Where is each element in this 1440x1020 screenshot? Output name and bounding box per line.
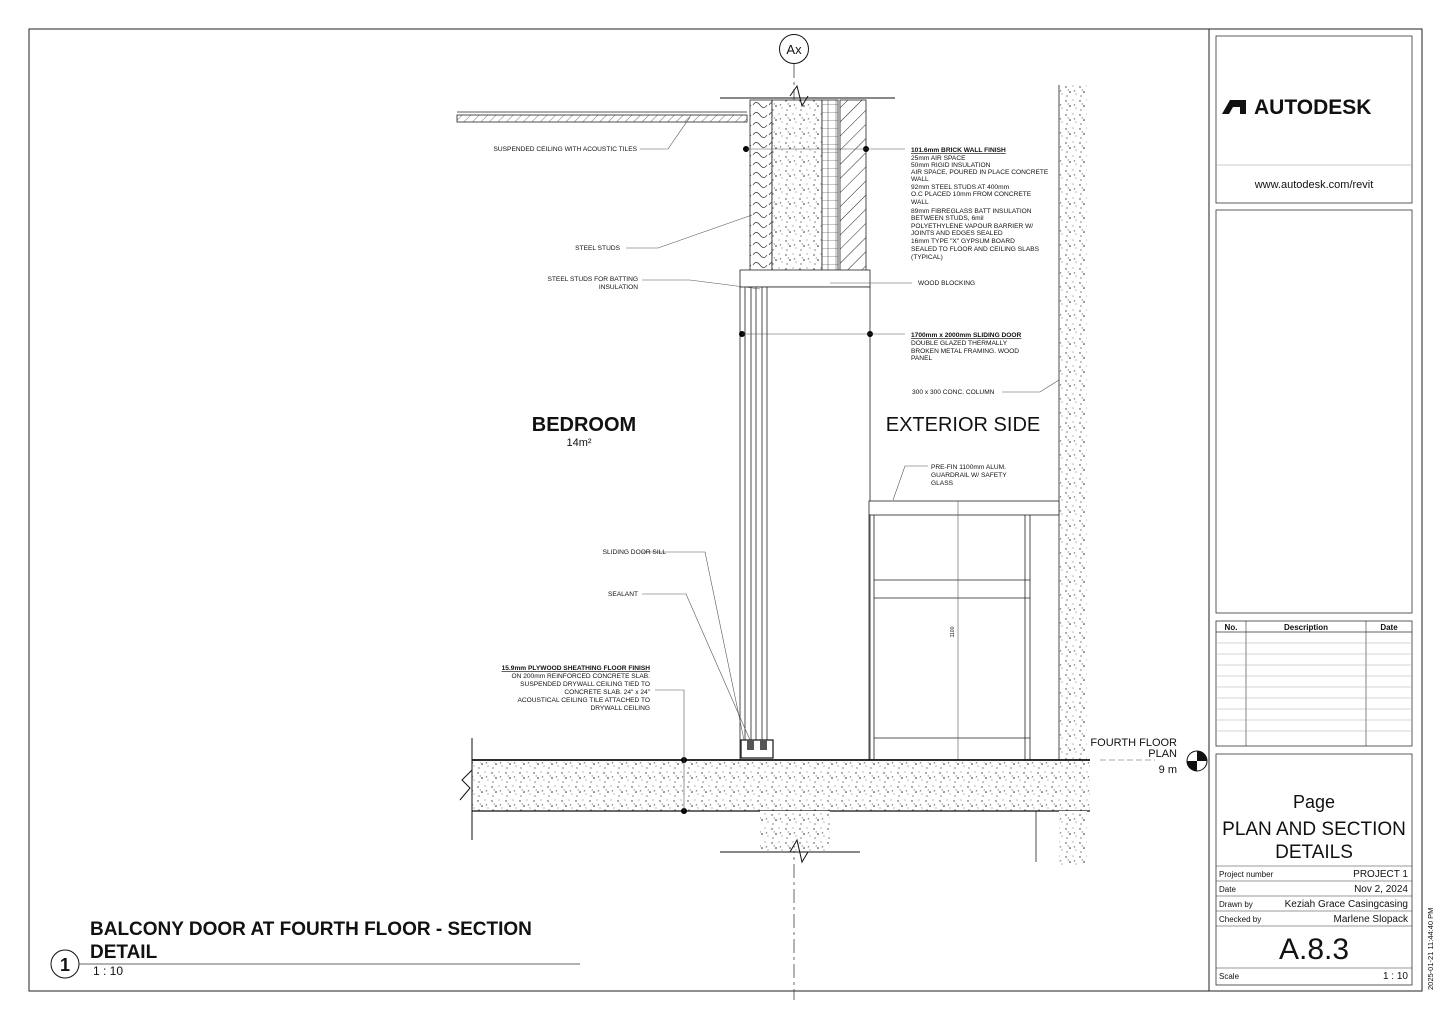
view-scale: 1 : 10 [93, 964, 124, 978]
note-brick-wall-line: 50mm RIGID INSULATION [911, 162, 991, 169]
view-title-line1: BALCONY DOOR AT FOURTH FLOOR - SECTION [90, 919, 532, 940]
level-name-line2: PLAN [1148, 748, 1177, 760]
note-floor-finish-line: ACOUSTICAL CEILING TILE ATTACHED TO [517, 697, 650, 704]
note-floor-finish [502, 665, 651, 712]
note-brick-wall-line: 92mm STEEL STUDS AT 400mm [911, 184, 1010, 191]
break-line-slab [460, 770, 472, 800]
room-name-bedroom: BEDROOM [531, 414, 637, 436]
note-brick-wall-line: 89mm FIBREGLASS BATT INSULATION [911, 208, 1032, 215]
sheet-name-line1: PLAN AND SECTION [1222, 819, 1406, 840]
concrete-column [1059, 85, 1087, 865]
sheet-border [29, 29, 1422, 991]
note-sliding-door-line: DOUBLE GLAZED THERMALLY [911, 340, 1008, 347]
note-floor-finish-line: CONCRETE SLAB. 24" x 24" [564, 689, 650, 696]
note-guardrail-line: GLASS [931, 480, 953, 487]
note-brick-wall [911, 147, 1049, 261]
field-value-project-number: PROJECT 1 [1353, 869, 1408, 880]
rev-header-no: No. [1224, 623, 1238, 632]
note-brick-wall-line: BETWEEN STUDS, 6mil [911, 215, 984, 222]
note-brick-wall-line: AIR SPACE, POURED IN PLACE CONCRETE [911, 169, 1049, 176]
view-title-line2: DETAIL [90, 942, 158, 963]
note-suspended-ceiling: SUSPENDED CEILING WITH ACOUSTIC TILES [493, 146, 637, 153]
field-value-drawn-by: Keziah Grace Casingcasing [1284, 899, 1408, 910]
note-brick-wall-line: POLYETHYLENE VAPOUR BARRIER W/ [911, 223, 1034, 230]
note-floor-finish-title: 15.9mm PLYWOOD SHEATHING FLOOR FINISH [501, 665, 650, 672]
view-title [51, 919, 580, 978]
note-brick-wall-line: WALL [911, 176, 929, 183]
revision-table [1216, 621, 1412, 746]
view-number: 1 [59, 955, 71, 975]
field-value-checked-by: Marlene Slopack [1333, 914, 1408, 925]
note-brick-wall-line: 16mm TYPE "X" GYPSUM BOARD [911, 238, 1015, 245]
gypsum-stud-layer [750, 100, 772, 285]
rigid-insulation [822, 100, 838, 285]
autodesk-logo-icon [1222, 100, 1246, 114]
field-label-date: Date [1219, 885, 1236, 894]
brick-finish [840, 100, 866, 285]
print-timestamp: 2025-01-21 11:44:40 PM [1426, 907, 1435, 990]
logo-panel [1216, 36, 1412, 203]
sliding-door [740, 287, 870, 760]
note-batting-studs-line2: INSULATION [598, 284, 638, 291]
note-floor-finish-line: DRYWALL CEILING [590, 705, 650, 712]
level-marker [1090, 737, 1207, 776]
note-sliding-door [911, 332, 1022, 362]
note-brick-wall-line: O.C PLACED 10mm FROM CONCRETE [911, 191, 1032, 198]
field-label-drawn-by: Drawn by [1219, 900, 1253, 909]
sheet-number: A.8.3 [1278, 933, 1350, 966]
grid-bubble-label: Ax [786, 42, 802, 57]
level-name: FOURTH FLOOR [1090, 737, 1177, 749]
note-brick-wall-line: WALL [911, 199, 929, 206]
concrete-wall [772, 100, 822, 285]
field-label-project-number: Project number [1219, 870, 1274, 879]
note-brick-wall-line: JOINTS AND EDGES SEALED [911, 230, 1003, 237]
note-sliding-door-line: BROKEN METAL FRAMING. WOOD [911, 348, 1020, 355]
door-sill [741, 740, 773, 758]
note-floor-finish-line: SUSPENDED DRYWALL CEILING TIED TO [520, 681, 650, 688]
wood-blocking [740, 270, 870, 287]
room-name-exterior: EXTERIOR SIDE [885, 414, 1041, 436]
titleblock [1216, 36, 1412, 985]
note-brick-wall-line: 25mm AIR SPACE [911, 155, 966, 162]
logo-text: AUTODESK [1254, 96, 1372, 119]
note-guardrail-line: PRE-FIN 1100mm ALUM. [931, 464, 1006, 471]
note-guardrail-line: GUARDRAIL W/ SAFETY [931, 472, 1007, 479]
sheet-name-line2: DETAILS [1275, 842, 1353, 863]
field-label-checked-by: Checked by [1219, 915, 1262, 924]
guardrail [869, 501, 1059, 760]
guardrail-dimension: 1100 [950, 626, 956, 638]
rev-header-description: Description [1283, 623, 1329, 632]
website-url: www.autodesk.com/revit [1254, 179, 1374, 191]
note-floor-finish-line: ON 200mm REINFORCED CONCRETE SLAB. [511, 673, 650, 680]
note-steel-studs: STEEL STUDS [575, 245, 620, 252]
suspended-ceiling [457, 112, 747, 122]
note-batting-studs-line1: STEEL STUDS FOR BATTING [547, 276, 638, 283]
note-sliding-door-title: 1700mm x 2000mm SLIDING DOOR [911, 332, 1022, 339]
page-label: Page [1292, 792, 1336, 812]
note-door-sill: SLIDING DOOR SILL [602, 549, 666, 556]
note-column: 300 x 300 CONC. COLUMN [912, 389, 995, 396]
room-area-bedroom: 14m² [566, 437, 592, 449]
note-brick-wall-line: SEALED TO FLOOR AND CEILING SLABS [911, 246, 1040, 253]
note-sliding-door-line: PANEL [911, 355, 933, 362]
scale-label: Scale [1219, 972, 1240, 981]
note-brick-wall-line: (TYPICAL) [911, 254, 943, 261]
scale-value: 1 : 10 [1382, 971, 1408, 982]
note-sealant: SEALANT [607, 591, 638, 598]
notes-panel [1216, 210, 1412, 613]
note-guardrail [931, 464, 1007, 487]
note-brick-wall-title: 101.6mm BRICK WALL FINISH [911, 147, 1006, 154]
level-elevation: 9 m [1158, 764, 1177, 776]
lower-wall [760, 811, 830, 851]
rev-header-date: Date [1380, 623, 1398, 632]
note-wood-blocking: WOOD BLOCKING [918, 280, 976, 287]
field-value-date: Nov 2, 2024 [1354, 884, 1408, 895]
